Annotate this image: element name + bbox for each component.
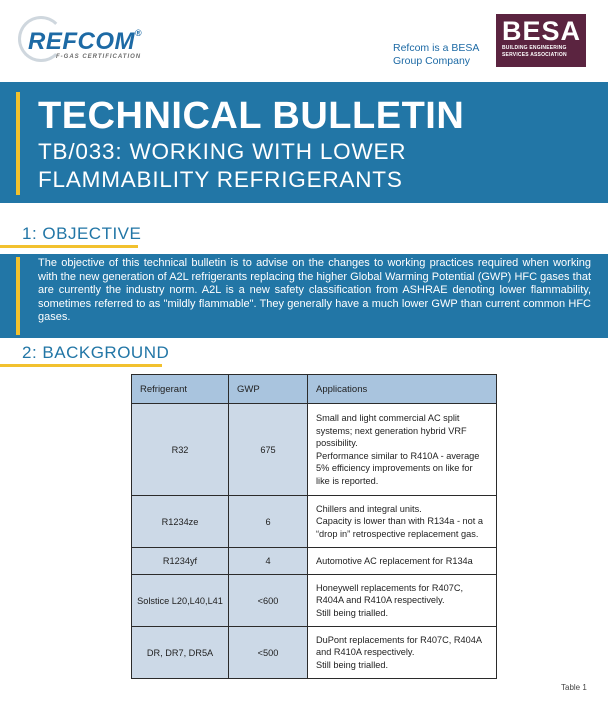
application-line: Still being trialled. (316, 607, 389, 618)
besa-line-1: BUILDING ENGINEERING (502, 45, 567, 51)
cell-gwp: 4 (229, 548, 308, 575)
group-line-2: Group Company (393, 55, 471, 67)
application-line: DuPont replacements for R407C, R404A and R410A respectively. (316, 634, 482, 658)
besa-line-2: SERVICES ASSOCIATION (502, 52, 567, 58)
cell-gwp: <600 (229, 575, 308, 627)
table-caption: Table 1 (561, 683, 587, 692)
subtitle-line-1: TB/033: WORKING WITH LOWER (38, 139, 407, 164)
objective-accent-bar (16, 257, 20, 335)
application-line: Performance similar to R410A - average 5% efficiency improvements on like for like is reported. (316, 450, 480, 486)
header-applications: Applications (308, 375, 497, 404)
header-refrigerant: Refrigerant (132, 375, 229, 404)
subtitle-line-2: FLAMMABILITY REFRIGERANTS (38, 167, 403, 192)
application-line: Automotive AC replacement for R134a (316, 555, 473, 566)
cell-refrigerant: R1234yf (132, 548, 229, 575)
application-line: Capacity is lower than with R134a - not a “drop in” retrospective replacement gas. (316, 516, 483, 539)
cell-refrigerant: Solstice L20,L40,L41 (132, 575, 229, 627)
refcom-logo-text: REFCOM (28, 28, 135, 55)
group-company-text (393, 42, 479, 68)
cell-refrigerant: DR, DR7, DR5A (132, 627, 229, 679)
application-line: Still being trialled. (316, 659, 389, 670)
cell-gwp: 6 (229, 496, 308, 548)
bulletin-subtitle (38, 138, 558, 194)
objective-underline (0, 245, 138, 248)
cell-applications (308, 548, 497, 575)
cell-applications (308, 404, 497, 496)
table-row (132, 496, 497, 548)
refrigerant-table (131, 374, 497, 679)
table-header-row (132, 375, 497, 404)
cell-refrigerant: R1234ze (132, 496, 229, 548)
registered-mark: ® (135, 28, 143, 38)
table-row (132, 404, 497, 496)
application-line: Honeywell replacements for R407C, R404A and R410A respectively. (316, 582, 464, 606)
cell-gwp: <500 (229, 627, 308, 679)
header-gwp: GWP (229, 375, 308, 404)
table-row (132, 627, 497, 679)
objective-heading: 1: OBJECTIVE (22, 224, 142, 243)
besa-logo-text: BESA (502, 16, 582, 46)
application-line: Chillers and integral units. (316, 503, 422, 514)
cell-applications (308, 575, 497, 627)
refcom-logo (18, 12, 158, 68)
group-line-1: Refcom is a BESA (393, 42, 480, 54)
cell-refrigerant: R32 (132, 404, 229, 496)
cell-applications (308, 627, 497, 679)
refcom-tagline: F-GAS CERTIFICATION (56, 54, 142, 60)
background-underline (0, 364, 162, 367)
table-row (132, 548, 497, 575)
cell-gwp: 675 (229, 404, 308, 496)
objective-text: The objective of this technical bulletin is to advise on the changes to working practices required when working with the new generation of A2L refrigerants replacing the higher Global Warming Potential (GWP) HFC gases that are currently the industry norm. A2L is a new safety classification from ASHRAE denoting lower flammability, sometimes referred to as "mildly flammable". They generally have a much lower GWP than current common HFC gases. (38, 257, 591, 324)
title-accent-bar (16, 92, 20, 195)
bulletin-title: TECHNICAL BULLETIN (38, 95, 465, 137)
besa-logo (496, 14, 586, 67)
cell-applications (308, 496, 497, 548)
application-line: Small and light commercial AC split systems; next generation hybrid VRF possibility. (316, 413, 467, 448)
table-row (132, 575, 497, 627)
background-heading: 2: BACKGROUND (22, 343, 170, 362)
